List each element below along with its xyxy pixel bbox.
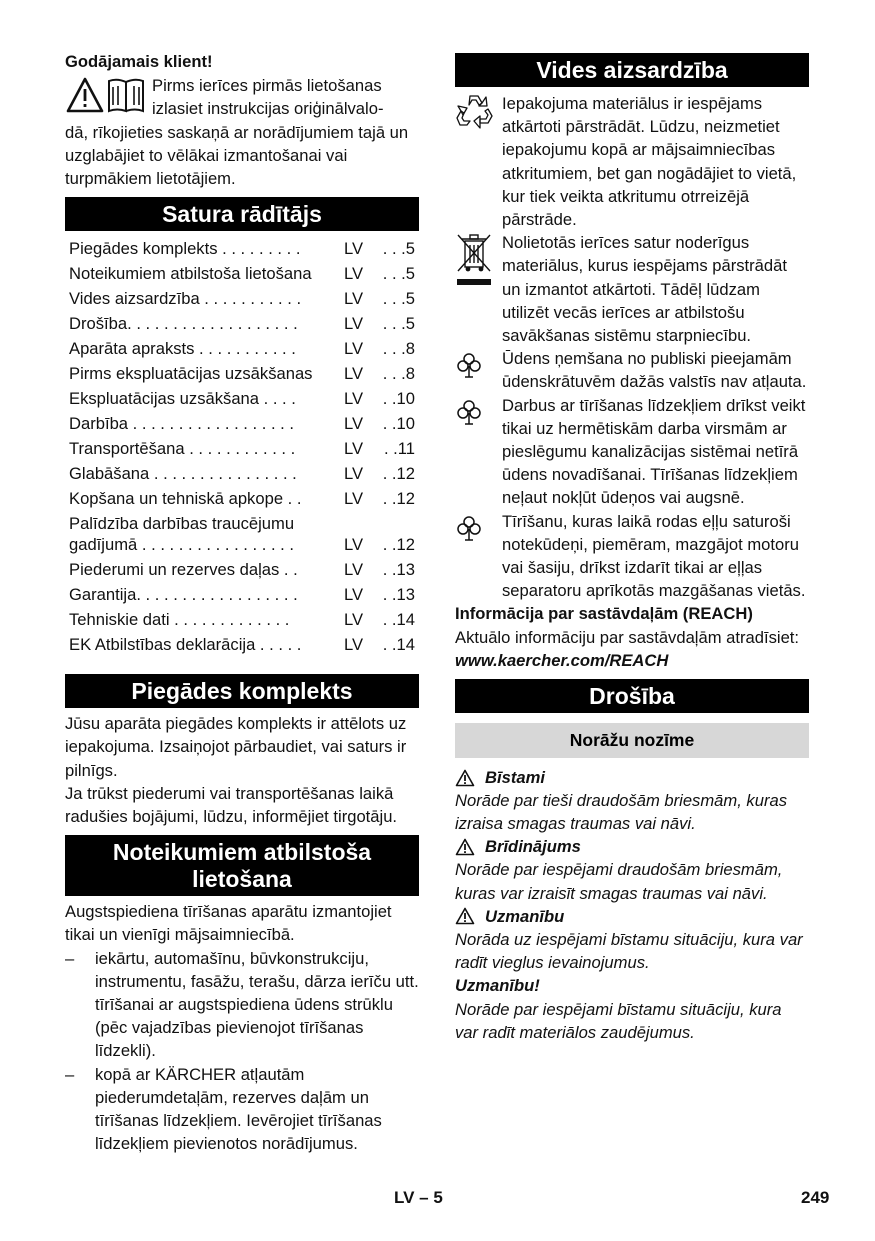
- toc-entry-page: . . .5: [382, 314, 415, 334]
- toc-entry-title: Transportēšana . . . . . . . . . . . .: [69, 439, 296, 459]
- toc-entry-page: . . .5: [382, 239, 415, 259]
- toc-row[interactable]: [69, 511, 415, 557]
- warning-read-manual-icon: [65, 75, 147, 115]
- warning-text: Norāde par tieši draudošām briesmām, kuras izraisa smagas traumas vai nāvi.: [455, 791, 788, 834]
- safety-subtitle: Norāžu nozīme: [455, 723, 809, 758]
- toc-entry-title: Kopšana un tehniskā apkope . .: [69, 489, 302, 509]
- tree-icon: [455, 394, 502, 428]
- toc-entry-page: . .12: [382, 535, 415, 555]
- warning-text: Norāda uz iespējami bīstamu situāciju, kura var radīt vieglus ievainojumus.: [455, 929, 803, 973]
- toc-row[interactable]: [69, 386, 415, 411]
- toc-entry-title: Piegādes komplekts . . . . . . . . .: [69, 239, 301, 259]
- toc-row[interactable]: [69, 582, 415, 607]
- intro-text-1: Pirms ierīces pirmās lietošanas izlasiet instrukcijas oriģinālvalo-: [152, 76, 384, 119]
- toc-row[interactable]: [69, 411, 415, 436]
- toc-row[interactable]: [69, 286, 415, 311]
- environment-title: Vides aizsardzība: [455, 53, 809, 87]
- toc-entry-lang: LV: [344, 489, 364, 509]
- warning-label: Bīstami: [485, 768, 545, 788]
- toc-entry-title-line-2: gadījumā . . . . . . . . . . . . . . . . .: [69, 535, 295, 555]
- list-dash: –: [65, 948, 75, 968]
- toc-entry-page: . .11: [383, 439, 415, 459]
- toc-entry-title: Tehniskie dati . . . . . . . . . . . . .: [69, 610, 290, 630]
- environment-item-text: Iepakojuma materiālus ir iespējams atkārtoti pārstrādāt. Lūdzu, neizmetiet iepakojumu kopā ar mājsaimniecības atkritumiem, bet gan nogādājiet to vietā, kur tiek veikta atkritumu otrreizējā pārstrāde.: [502, 94, 797, 230]
- warning-heading: [455, 835, 809, 858]
- toc-entry-page: . .13: [382, 585, 415, 605]
- intro-icons: [65, 74, 152, 120]
- warning-label: Uzmanību: [485, 906, 565, 926]
- warning-triangle-icon: [455, 838, 475, 856]
- tree-icon: [455, 510, 502, 544]
- reach-link[interactable]: www.kaercher.com/REACH: [455, 650, 669, 670]
- warning-heading: [455, 905, 809, 928]
- toc-entry-title: Drošība. . . . . . . . . . . . . . . . . . .: [69, 314, 298, 334]
- toc-row[interactable]: [69, 436, 415, 461]
- toc-entry-title: Vides aizsardzība . . . . . . . . . . .: [69, 289, 302, 309]
- delivery-title: Piegādes komplekts: [65, 674, 419, 708]
- list-dash: –: [65, 1064, 75, 1084]
- recycle-icon: [455, 92, 502, 132]
- table-of-contents: [65, 231, 419, 657]
- list-item-text: iekārtu, automašīnu, būvkonstrukciju, instrumentu, fasāžu, terašu, dārza ierīču utt. tīrīšanai ar augstspiediena ūdens strūklu (pēc vajadzības pievienojot tīrīšanas līdzekli).: [95, 948, 419, 1061]
- toc-entry-lang: LV: [344, 635, 364, 655]
- toc-entry-title: EK Atbilstības deklarācija . . . . .: [69, 635, 302, 655]
- toc-entry-lang: LV: [344, 610, 364, 630]
- toc-entry-title: Darbība . . . . . . . . . . . . . . . . . .: [69, 414, 295, 434]
- toc-entry-page: . . .8: [382, 364, 415, 384]
- toc-entry-title: Noteikumiem atbilstoša lietošana: [69, 264, 312, 284]
- toc-row[interactable]: [69, 361, 415, 386]
- toc-row[interactable]: [69, 632, 415, 657]
- intro-text-2: dā, rīkojieties saskaņā ar norādījumiem tajā un uzglabājiet to vēlākai izmantošanai vai turpmākiem lietotājiem.: [65, 122, 409, 189]
- page-number: 249: [801, 1188, 830, 1207]
- environment-item: [455, 394, 809, 510]
- toc-row[interactable]: [69, 486, 415, 511]
- toc-entry-lang: LV: [344, 439, 364, 459]
- environment-item-text: Darbus ar tīrīšanas līdzekļiem drīkst veikt tikai uz hermētiskām darba virsmām ar pieslēgumu kanalizācijas sistēmai netīrā ūdens novadīšanai. Tīrīšanas līdzekļiem neļaut nokļūt ūdeņos vai augsnē.: [502, 395, 806, 508]
- toc-row[interactable]: [69, 261, 415, 286]
- proper-use-title-line-1: Noteikumiem atbilstoša: [112, 839, 372, 866]
- toc-entry-lang: LV: [344, 585, 364, 605]
- environment-item-text: Ūdens ņemšana no publiski pieejamām ūdenskrātuvēm dažās valstīs nav atļauta.: [502, 349, 807, 392]
- list-item: [65, 947, 419, 1063]
- safety-title: Drošība: [455, 679, 809, 713]
- toc-entry-page: . . .5: [382, 289, 415, 309]
- list-item-text: kopā ar KÄRCHER atļautām piederumdetaļām, rezerves daļām un tīrīšanas līdzekļiem. Ievērojiet tīrīšanas līdzekļiem pievienotos norādījumus.: [95, 1064, 382, 1154]
- toc-entry-title: Pirms ekspluatācijas uzsākšanas: [69, 364, 313, 384]
- attention-text: Norāde par iespējami bīstamu situāciju, kura var radīt materiālos zaudējumus.: [455, 999, 782, 1042]
- toc-entry-title-line-1: Palīdzība darbības traucējumu: [69, 514, 295, 534]
- reach-heading: Informācija par sastāvdaļām (REACH): [455, 604, 753, 624]
- delivery-paragraph-2: Ja trūkst piederumi vai transportēšanas laikā radušies bojājumi, lūdzu, informējiet tirgotāju.: [65, 783, 398, 827]
- footer-section-label: LV – 5: [394, 1188, 443, 1207]
- toc-row[interactable]: [69, 336, 415, 361]
- warning-triangle-icon: [455, 907, 475, 925]
- toc-entry-title: Garantija. . . . . . . . . . . . . . . . . .: [69, 585, 298, 605]
- toc-row[interactable]: [69, 236, 415, 261]
- toc-entry-lang: LV: [344, 239, 364, 259]
- toc-row[interactable]: [69, 557, 415, 582]
- toc-entry-page: . .14: [382, 610, 415, 630]
- environment-item-text: Nolietotās ierīces satur noderīgus materiālus, kurus iespējams pārstrādāt un izmantot atkārtoti. Tādēļ lūdzam utilizēt vecās ierīces ar atbilstošu savākšanas sistēmu starpniecību.: [502, 233, 787, 346]
- toc-entry-title: Glabāšana . . . . . . . . . . . . . . . .: [69, 464, 297, 484]
- environment-item: [455, 92, 809, 231]
- toc-entry-page: . .13: [382, 560, 415, 580]
- toc-entry-page: . . .5: [382, 264, 415, 284]
- attention-label: Uzmanību!: [455, 976, 540, 996]
- toc-entry-lang: LV: [344, 560, 364, 580]
- toc-entry-lang: LV: [344, 264, 364, 284]
- toc-entry-lang: LV: [344, 464, 364, 484]
- right-column: [455, 50, 809, 1044]
- intro-heading: Godājamais klient!: [65, 52, 213, 71]
- warning-heading: [455, 766, 809, 789]
- environment-item: [455, 231, 809, 347]
- warning-label: Brīdinājums: [485, 837, 581, 857]
- proper-use-title: [65, 835, 419, 896]
- toc-entry-lang: LV: [344, 535, 364, 555]
- toc-row[interactable]: [69, 607, 415, 632]
- toc-row[interactable]: [69, 461, 415, 486]
- toc-title: Satura rādītājs: [65, 197, 419, 231]
- toc-entry-lang: LV: [344, 414, 364, 434]
- toc-entry-title: Ekspluatācijas uzsākšana . . . .: [69, 389, 296, 409]
- reach-text: Aktuālo informāciju par sastāvdaļām atradīsiet:: [455, 627, 800, 647]
- toc-entry-title: [69, 513, 344, 555]
- toc-entry-page: . .10: [382, 414, 415, 434]
- environment-item: [455, 510, 809, 603]
- toc-entry-page: . .12: [382, 489, 415, 509]
- list-item: [65, 1063, 419, 1156]
- tree-icon: [455, 347, 502, 381]
- toc-entry-page: . .12: [382, 464, 415, 484]
- toc-entry-page: . .10: [382, 389, 415, 409]
- toc-entry-title: Aparāta apraksts . . . . . . . . . . .: [69, 339, 296, 359]
- toc-entry-lang: LV: [344, 389, 364, 409]
- warning-triangle-icon: [455, 769, 475, 787]
- delivery-paragraph-1: Jūsu aparāta piegādes komplekts ir attēlots uz iepakojuma. Izsaiņojot pārbaudiet, vai saturs ir pilnīgs.: [65, 714, 407, 780]
- proper-use-title-line-2: lietošana: [192, 866, 292, 893]
- toc-entry-lang: LV: [344, 314, 364, 334]
- toc-entry-lang: LV: [344, 289, 364, 309]
- toc-entry-page: . . .8: [382, 339, 415, 359]
- environment-item-text: Tīrīšanu, kuras laikā rodas eļļu saturoši notekūdeņi, piemēram, mazgājot motoru vai šasiju, drīkst izdarīt tikai ar eļļas separatoru aprīkotās mazgāšanas vietās.: [502, 511, 806, 601]
- crossed-bin-icon: [455, 231, 502, 289]
- intro-block: [65, 74, 419, 120]
- proper-use-paragraph: Augstspiediena tīrīšanas aparātu izmantojiet tikai un vienīgi mājsaimniecībā.: [65, 902, 392, 945]
- environment-item: [455, 347, 809, 393]
- left-column: [65, 50, 419, 1155]
- toc-entry-title: Piederumi un rezerves daļas . .: [69, 560, 298, 580]
- toc-entry-lang: LV: [344, 364, 364, 384]
- warning-text: Norāde par iespējami draudošām briesmām, kuras var izraisīt smagas traumas vai nāvi.: [455, 860, 783, 903]
- toc-entry-page: . .14: [382, 635, 415, 655]
- toc-row[interactable]: [69, 311, 415, 336]
- toc-entry-lang: LV: [344, 339, 364, 359]
